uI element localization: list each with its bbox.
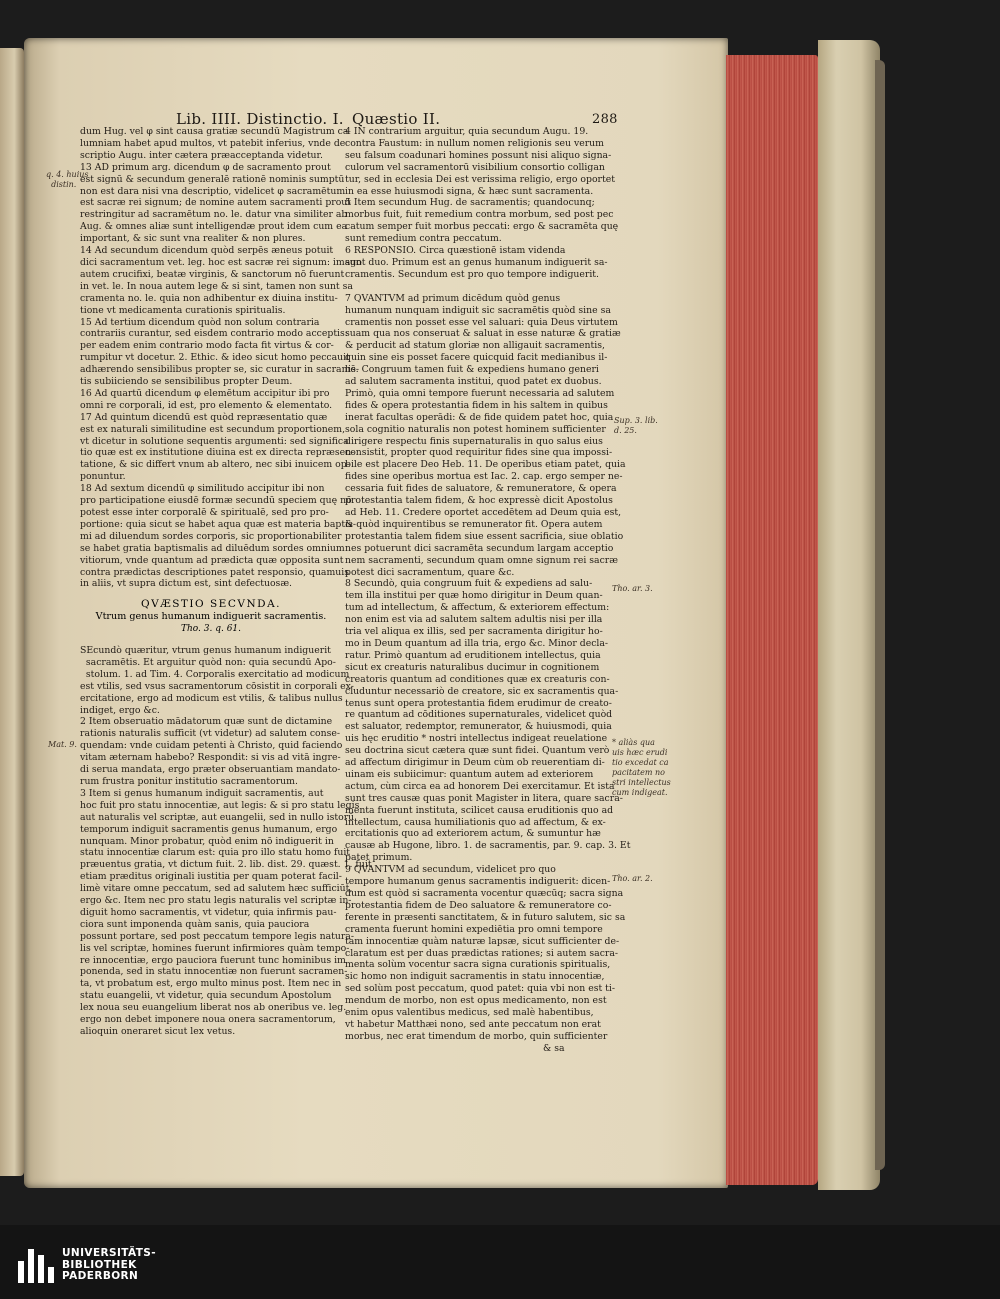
text-line: in vet. le. In noua autem lege & si sint, tamen non sunt sa bbox=[80, 280, 353, 292]
text-line: cessaria fuit fides de saluatore, & remuneratore, & opera bbox=[345, 483, 617, 495]
text-line: menta fuerunt instituta, scilicet causa eruditionis quo ad bbox=[345, 804, 614, 816]
text-line: suam qua nos conseruat & saluat in esse naturæ & gratiæ bbox=[345, 328, 621, 340]
text-line: consistit, propter quod requiritur fides sine qua impossi- bbox=[345, 447, 613, 459]
text-line: potest esse inter corporalē & spiritualē, sed pro pro- bbox=[80, 507, 329, 518]
text-line: morbus fuit, fuit remedium contra morbum, sed post pec bbox=[345, 209, 614, 221]
text-line: est saluator, redemptor, remunerator, & huiusmodi, quia bbox=[345, 721, 612, 733]
text-line: mi ad diluendum sordes corporis, sic proportionabiliter bbox=[80, 530, 342, 542]
text-line: rumpitur vt docetur. 2. Ethic. & ideo sicut homo peccauit bbox=[80, 352, 350, 364]
text-line: nes potuerunt dici sacramēta secundum largam acceptio bbox=[345, 542, 614, 554]
text-line: statu euangelii, vt videtur, quia secundum Apostolum bbox=[80, 990, 332, 1002]
text-line: enim opus valentibus medicus, sed malè habentibus, bbox=[345, 1007, 594, 1019]
text-line: adhærendo sensibilibus propter se, sic curatur in sacramē- bbox=[80, 364, 360, 376]
text-line: lis. Congruum tamen fuit & expediens humano generi bbox=[345, 364, 599, 376]
text-line: tione vt medicamenta curationis spiritualis. bbox=[80, 304, 286, 316]
text-line: di serua mandata, ergo præter obseruantiam mandato- bbox=[80, 764, 341, 776]
question-heading bbox=[80, 598, 342, 640]
text-line: cramenta fuerunt homini expediētia pro omni tempore bbox=[345, 923, 603, 935]
text-line: patet primum. bbox=[345, 852, 413, 864]
text-line: lex noua seu euangelium liberat nos ab oneribus ve. leg. bbox=[80, 1002, 347, 1014]
text-line: cramentis non posset esse vel saluari: quia Deus virtutem bbox=[345, 316, 618, 328]
left-column-text-2 bbox=[80, 645, 372, 1038]
text-line: 15 Ad tertium dicendum quòd non solum contraria bbox=[80, 316, 320, 328]
text-line: claratum est per duas prædictas rationes; si autem sacra- bbox=[345, 947, 619, 959]
text-line: 6 RESPONSIO. Circa quæstionē istam videnda bbox=[345, 245, 566, 257]
text-line: vt habetur Matthæi nono, sed ante peccatum non erat bbox=[345, 1018, 601, 1030]
page-number: 288 bbox=[592, 112, 618, 127]
text-line: diguit homo sacramentis, vt videtur, quia infirmis pau- bbox=[80, 906, 337, 918]
text-line: possunt portare, sed post peccatum tempore legis natura- bbox=[80, 930, 354, 942]
text-line: 17 Ad quintum dicendū est quòd repræsentatio quæ bbox=[80, 411, 328, 423]
text-line: uinam eis subiicimur: quantum autem ad exteriorem bbox=[345, 768, 594, 780]
margin-note-left-1: q. 4. huius distin. bbox=[46, 170, 89, 189]
text-line: contrariis curantur, sed eisdem contrario modo acceptis: bbox=[80, 328, 348, 340]
text-line: uis hęc eruditio * nostri intellectus indigeat reuelatione bbox=[345, 733, 608, 745]
text-line: limè vitare omne peccatum, sed ad salutem hæc sufficiūt, bbox=[80, 883, 353, 895]
margin-note-left-2: Mat. 9. bbox=[48, 740, 77, 749]
margin-note-right-3: * aliàs qua uis hæc erudi tio excedat ca pacitatem no stri intellectus cum indigeat. bbox=[612, 738, 671, 797]
text-line: sacramētis. Et arguitur quòd non: quia secundū Apo- bbox=[80, 656, 336, 668]
text-line: hoc fuit pro statu innocentiæ, aut legis: & si pro statu legis bbox=[80, 799, 360, 811]
text-line: potest dici sacramentum, quare &c. bbox=[345, 566, 515, 578]
logo-line-3: PADERBORN bbox=[62, 1270, 139, 1282]
text-line: 14 Ad secundum dicendum quòd serpēs æneus potuit bbox=[80, 245, 334, 257]
text-line: alioquin oneraret sicut lex vetus. bbox=[80, 1026, 236, 1037]
text-line: Primò, quia omni tempore fuerunt necessaria ad salutem bbox=[345, 387, 615, 399]
text-line: mo in Deum quantum ad illa tria, ergo &c. Minor decla- bbox=[345, 637, 609, 649]
text-line: tur, sed in ecclesia Dei est verissima religio, ergo oportet bbox=[345, 173, 615, 185]
text-line: 13 AD primum arg. dicendum φ de sacramento prout bbox=[80, 161, 331, 173]
text-line: ad affectum dirigimur in Deum cùm ob reuerentiam di- bbox=[345, 757, 605, 769]
text-line: re innocentiæ, ergo pauciora fuerunt tunc hominibus im bbox=[80, 954, 346, 966]
text-line: fides sine operibus mortua est Iac. 2. cap. ergo semper ne- bbox=[345, 471, 623, 483]
text-line: contra prædictas descriptiones patet responsio, quamuis bbox=[80, 566, 350, 578]
margin-note-right-4: Tho. ar. 2. bbox=[612, 874, 653, 883]
text-line: sunt duo. Primum est an genus humanum indiguerit sa- bbox=[345, 256, 608, 268]
text-line: vitam æternam habebo? Respondit: si vis ad vitā ingre- bbox=[80, 752, 341, 764]
text-line: dum Hug. vel φ sint causa gratiæ secundū Magistrum ca bbox=[80, 126, 349, 137]
text-line: rum frustra ponitur institutio sacramentorum. bbox=[80, 775, 298, 787]
text-line: SEcundò quæritur, vtrum genus humanum indiguerit bbox=[80, 645, 331, 656]
text-line: 2 Item obseruatio mādatorum quæ sunt de dictamine bbox=[80, 716, 333, 728]
logo-line-1: UNIVERSITÄTS- bbox=[62, 1247, 157, 1259]
text-line: 8 Secundò, quia congruum fuit & expediens ad salu- bbox=[345, 578, 593, 590]
text-line: & perducit ad statum gloriæ non alligauit sacramentis, bbox=[345, 340, 605, 352]
text-line: restringitur ad sacramētum no. le. datur vna similiter ab bbox=[80, 209, 348, 221]
text-line: important, & sic sunt vna realiter & non plures. bbox=[80, 233, 306, 245]
margin-note-right-2: Tho. ar. 3. bbox=[612, 584, 653, 593]
text-line: tam innocentiæ quàm naturæ lapsæ, sicut sufficienter de- bbox=[345, 935, 620, 947]
text-line: non est dara nisi vna descriptio, videlicet φ sacramētum bbox=[80, 185, 346, 197]
text-line: ergo non debet imponere noua onera sacramentorum, bbox=[80, 1014, 336, 1026]
text-line: lis vel scriptæ, homines fuerunt infirmiores quàm tempo- bbox=[80, 942, 350, 954]
text-line: 4 IN contrarium arguitur, quia secundum Augu. 19. bbox=[345, 126, 589, 137]
text-line: etiam præditus originali iustitia per quam poterat facil- bbox=[80, 871, 342, 883]
book-cover-shadow bbox=[875, 60, 885, 1170]
text-line: dici sacramentum vet. leg. hoc est sacræ rei signum: imago bbox=[80, 256, 362, 268]
text-line: sunt remedium contra peccatum. bbox=[345, 233, 502, 245]
text-line: autem crucifixi, beatæ virginis, & sanctorum nō fuerunt bbox=[80, 268, 345, 280]
library-logo-icon bbox=[18, 1249, 54, 1283]
question-subtitle: Vtrum genus humanum indiguerit sacramentis. bbox=[95, 611, 327, 622]
text-line: re quantum ad cōditiones supernaturales, videlicet quòd bbox=[345, 709, 613, 721]
text-line: 7 QVANTVM ad primum dicēdum quòd genus bbox=[345, 292, 561, 304]
text-line: est vtilis, sed vsus sacramentorum cōsistit in corporali ex- bbox=[80, 680, 354, 692]
text-line: tis subiiciendo se sensibilibus propter Deum. bbox=[80, 376, 293, 388]
text-line: morbus, nec erat timendum de morbo, quin sufficienter bbox=[345, 1030, 608, 1042]
text-line: ciora sunt imponenda quàm sanis, quia pauciora bbox=[80, 918, 310, 930]
text-line: seu doctrina sicut cætera quæ sunt fidei. Quantum verò bbox=[345, 745, 610, 757]
question-reference: Tho. 3. q. 61. bbox=[180, 624, 242, 634]
running-header-left: Lib. IIII. Distinctio. I. bbox=[176, 110, 344, 128]
text-line: tio quæ est ex institutione diuina est ex directa repræsen- bbox=[80, 447, 355, 459]
text-line: 9 QVANTVM ad secundum, videlicet pro quo bbox=[345, 864, 556, 876]
text-line: sicut ex creaturis naturalibus ducimur in cognitionem bbox=[345, 661, 600, 673]
text-line: est signū & secundum generalē rationē nominis sumptū bbox=[80, 173, 345, 185]
text-line: ercitatione, ergo ad modicum est vtilis, & talibus nullus bbox=[80, 692, 343, 704]
text-line: catum semper fuit morbus peccati: ergo & sacramēta quę bbox=[345, 221, 619, 233]
text-line: non enim est via ad salutem saltem adultis nisi per illa bbox=[345, 614, 603, 626]
text-line: dirigere respectu finis supernaturalis in quo salus eius bbox=[345, 435, 603, 447]
text-line: tem illa institui per quæ homo dirigitur in Deum quan- bbox=[345, 590, 603, 602]
text-line: ercitationis quo ad exteriorem actum, & sumuntur hæ bbox=[345, 828, 601, 840]
text-line: ferente in præsenti sanctitatem, & in futuro salutem, sic sa bbox=[345, 911, 626, 923]
text-line: cluduntur necessariò de creatore, sic ex sacramentis qua- bbox=[345, 685, 619, 697]
text-line: ad salutem sacramenta institui, quod patet ex duobus. bbox=[345, 376, 602, 388]
text-line: omni re corporali, id est, pro elemento & elementato. bbox=[80, 399, 333, 411]
text-line: seu falsum coadunari homines possunt nisi aliquo signa- bbox=[345, 149, 612, 161]
text-line: sunt tres causæ quas ponit Magister in litera, quare sacra- bbox=[345, 792, 623, 804]
text-line: scriptio Augu. inter cætera præacceptanda videtur. bbox=[80, 149, 323, 161]
text-line: lumniam habet apud multos, vt patebit inferius, vnde de bbox=[80, 137, 346, 149]
text-line: dum est quòd si sacramenta vocentur quæcūq; sacra signa bbox=[345, 888, 624, 899]
text-line: 16 Ad quartū dicendum φ elemētum accipitur ibi pro bbox=[80, 387, 330, 399]
text-line: & quòd inquirentibus se remunerator fit. Opera autem bbox=[345, 518, 603, 530]
text-line: 5 Item secundum Hug. de sacramentis; quandocunq; bbox=[345, 197, 595, 209]
logo-line-2: BIBLIOTHEK bbox=[62, 1258, 137, 1271]
text-line: est ex naturali similitudine est secundum proportionem, bbox=[80, 423, 346, 435]
text-line: se habet gratia baptismalis ad diluēdum sordes omnium bbox=[80, 542, 345, 554]
text-line: vt dicetur in solutione sequentis argumenti: sed significa bbox=[80, 435, 349, 447]
text-line: humanum nunquam indiguit sic sacramētis quòd sine sa bbox=[345, 304, 611, 316]
text-line: intellectum, causa humiliationis quo ad affectum, & ex- bbox=[345, 816, 606, 828]
text-line: creatoris quantum ad conditiones quæ ex creaturis con- bbox=[345, 673, 610, 685]
text-line: protestantia talem fidem, & hoc expressè dicit Apostolus bbox=[345, 495, 613, 507]
text-line: in aliis, vt supra dictum est, sint defectuosæ. bbox=[80, 578, 293, 590]
text-line: sed solùm post peccatum, quod patet: quia vbi non est ti- bbox=[345, 983, 616, 995]
text-line: bile est placere Deo Heb. 11. De operibus etiam patet, quia bbox=[345, 459, 626, 471]
text-line: mendum de morbo, non est opus medicamento, non est bbox=[345, 995, 607, 1007]
text-line: vitiorum, vnde quantum ad prædicta quæ opposita sunt bbox=[80, 554, 344, 566]
text-line bbox=[345, 281, 630, 293]
book-cover-board bbox=[818, 40, 880, 1190]
text-line: ad Heb. 11. Credere oportet accedētem ad Deum quia est, bbox=[345, 507, 622, 518]
text-line: sola cognitio naturalis non potest hominem sufficienter bbox=[345, 423, 606, 435]
text-line: stolum. 1. ad Tim. 4. Corporalis exercitatio ad modicum bbox=[80, 668, 350, 680]
text-line: cramentis. Secundum est pro quo tempore indiguerit. bbox=[345, 268, 599, 280]
text-line: aut naturalis vel scriptæ, aut euangelii, sed in nullo istorū bbox=[80, 811, 355, 823]
text-line: ratur. Primò quantum ad eruditionem intellectus, quia bbox=[345, 649, 601, 661]
text-line: protestantia talem fidem siue essent sacrificia, siue oblatio bbox=[345, 530, 624, 542]
margin-note-right-1: Sup. 3. lib. d. 25. bbox=[614, 416, 658, 435]
text-line: quin sine eis posset facere quicquid facit medianibus il- bbox=[345, 352, 608, 364]
text-line: præuentus gratia, vt dictum fuit. 2. lib. dist. 29. quæst. 1. fuit bbox=[80, 859, 372, 871]
text-line: est sacræ rei signum; de nomine autem sacramenti prout bbox=[80, 197, 352, 209]
running-header-center: Quæstio II. bbox=[352, 110, 441, 128]
text-line: ponenda, sed in statu innocentiæ non fuerunt sacramen- bbox=[80, 966, 348, 978]
library-logo-text bbox=[62, 1248, 156, 1283]
text-line: quendam: vnde cuidam petenti à Christo, quid faciendo bbox=[80, 740, 343, 752]
text-line: pro participatione eiusdē formæ secundū speciem quę nō bbox=[80, 495, 352, 507]
text-line: actum, cùm circa ea ad honorem Dei exercitamur. Et ista bbox=[345, 780, 615, 792]
text-line: tenus sunt opera protestantia fidem erudimur de creato- bbox=[345, 697, 612, 709]
text-line: menta solùm vocentur sacra signa curationis spiritualis, bbox=[345, 959, 611, 971]
text-line: cramenta no. le. quia non adhibentur ex diuina institu- bbox=[80, 292, 338, 304]
question-title: QVÆSTIO SECVNDA. bbox=[141, 598, 281, 610]
text-line: ta, vt probatum est, ergo multo minus post. Item nec in bbox=[80, 978, 342, 990]
text-line: contra Faustum: in nullum nomen religionis seu verum bbox=[345, 137, 604, 149]
text-line: in ea esse huiusmodi signa, & hæc sunt sacramenta. bbox=[345, 185, 594, 197]
text-line: tria vel aliqua ex illis, sed per sacramenta dirigitur ho- bbox=[345, 626, 603, 638]
text-line: portione: quia sicut se habet aqua quæ est materia baptis- bbox=[80, 518, 356, 530]
text-line: & sa bbox=[345, 1042, 565, 1054]
text-line: ponuntur. bbox=[80, 471, 126, 483]
text-line: 18 Ad sextum dicendū φ similitudo accipitur ibi non bbox=[80, 483, 325, 495]
text-line: 3 Item si genus humanum indiguit sacramentis, aut bbox=[80, 787, 324, 799]
text-line: per eadem enim contrario modo facta fit virtus & cor- bbox=[80, 340, 334, 352]
text-line: culorum vel sacramentorū visibilium consortio colligan bbox=[345, 161, 605, 173]
text-line: nunquam. Minor probatur, quòd enim nō indiguerit in bbox=[80, 835, 334, 847]
text-line: indiget, ergo &c. bbox=[80, 704, 160, 716]
text-line: statu innocentiæ clarum est: quia pro illo statu homo fuit bbox=[80, 847, 351, 859]
text-line: inerat facultas operādi: & de fide quidem patet hoc, quia bbox=[345, 411, 614, 423]
left-column-text bbox=[80, 126, 362, 590]
text-line: tempore humanum genus sacramentis indiguerit: dicen- bbox=[345, 876, 611, 888]
text-line: rationis naturalis sufficit (vt videtur) ad salutem conse- bbox=[80, 728, 341, 740]
text-line: temporum indiguit sacramentis genus humanum, ergo bbox=[80, 823, 338, 835]
text-line: protestantia fidem de Deo saluatore & remuneratore co- bbox=[345, 899, 612, 911]
text-line: fides & opera protestantia fidem in his saltem in quibus bbox=[345, 399, 608, 411]
text-line: Aug. & omnes aliæ sunt intelligendæ prout idem cum ea bbox=[80, 221, 348, 233]
text-line: nem sacramenti, secundum quam omne signum rei sacræ bbox=[345, 554, 618, 566]
text-line: tum ad intellectum, & affectum, & exteriorem effectum: bbox=[345, 602, 610, 614]
text-line: ergo &c. Item nec pro statu legis naturalis vel scriptæ in- bbox=[80, 895, 352, 907]
text-line: sic homo non indiguit sacramentis in statu innocentiæ, bbox=[345, 971, 605, 983]
red-page-edges bbox=[726, 55, 818, 1185]
text-line: tatione, & sic differt vnum ab altero, nec sibi inuicem op- bbox=[80, 459, 350, 471]
right-column-text bbox=[345, 126, 630, 1055]
text-line: causæ ab Hugone, libro. 1. de sacramentis, par. 9. cap. 3. Et bbox=[345, 840, 631, 852]
left-page-edge bbox=[0, 48, 24, 1176]
